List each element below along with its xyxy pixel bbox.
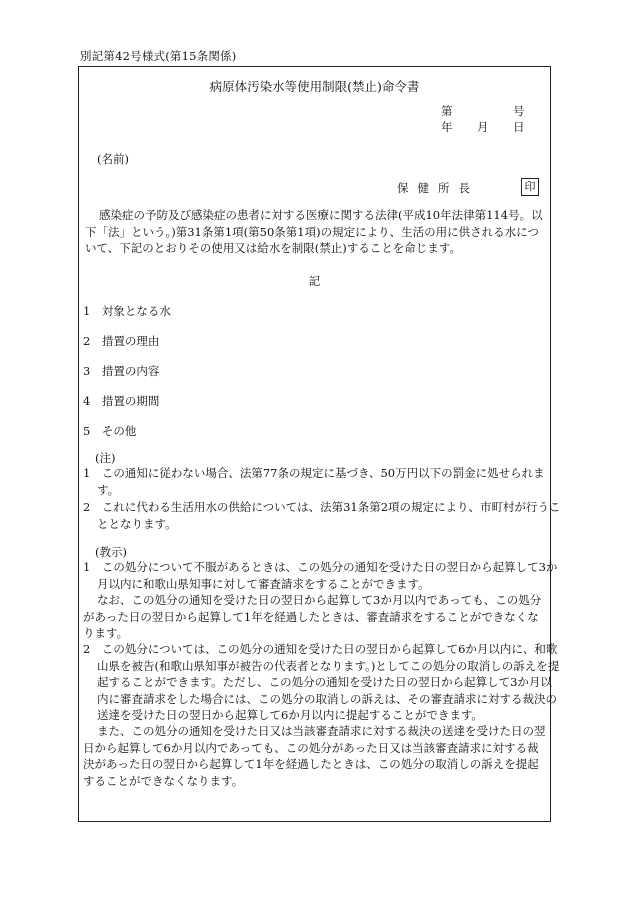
- note-1: 1 この通知に従わない場合、法第77条の規定に基づき、50万円以下の罰金に処せられます。: [83, 466, 545, 497]
- item-content: 3 措置の内容: [83, 364, 160, 378]
- item-other: 5 その他: [83, 424, 137, 438]
- item-target-water: 1 対象となる水: [83, 304, 171, 318]
- document-frame: [78, 66, 561, 822]
- ki-heading: 記: [308, 274, 321, 288]
- instruction-2: 2 この処分については、この処分の通知を受けた日の翌日から起算して6か月以内に、和歌山県を被告(和歌山県知事が被告の代表者となります。)としてこの処分の取消しの訴えを提起することができます。ただし、この処分の通知を受けた日の翌日から起算して3か月以内に審査請求をした場合には、この処分の取消しの訴えは、その審査請求に対する裁決の送達を受けた日の翌日から起算して6か月以内に提起することができます。: [83, 642, 560, 722]
- notes-heading: (注): [95, 451, 116, 465]
- number-prefix: 第: [441, 104, 453, 118]
- instruction-1: 1 この処分について不服があるときは、この処分の通知を受けた日の翌日から起算して3か月以内に和歌山県知事に対して審査請求をすることができます。: [83, 560, 558, 591]
- note-2: 2 これに代わる生活用水の供給については、法第31条第2項の規定により、市町村が行うこととなります。: [83, 500, 561, 531]
- instruction-2-note: また、この処分の通知を受けた日又は当該審査請求に対する裁決の送達を受けた日の翌日から起算して6か月以内であっても、この処分があった日又は当該審査請求に対する裁決があった日の翌日から起算して1年を経過したときは、この処分の取消しの訴えを提起することができなくなります。: [83, 724, 546, 788]
- item-period: 4 措置の期間: [83, 394, 160, 408]
- issuer-title: 保健所長: [397, 181, 479, 195]
- form-label: 別記第42号様式(第15条関係): [80, 49, 237, 63]
- seal-box: 印: [521, 178, 539, 196]
- recipient-label: (名前): [97, 152, 129, 166]
- instruction-1-note: なお、この処分の通知を受けた日の翌日から起算して3か月以内であっても、この処分があった日の翌日から起算して1年を経過したときは、審査請求をすることができなくなります。: [83, 593, 542, 640]
- instruction-heading: (教示): [95, 545, 127, 559]
- date-day: 日: [513, 120, 525, 134]
- date-year: 年: [441, 120, 453, 134]
- document-title: 病原体汚染水等使用制限(禁止)命令書: [209, 79, 420, 94]
- item-reason: 2 措置の理由: [83, 334, 160, 348]
- number-suffix: 号: [513, 104, 525, 118]
- date-month: 月: [477, 120, 489, 134]
- preamble-text: 感染症の予防及び感染症の患者に対する医療に関する法律(平成10年法律第114号。以下「法」という。)第31条第1項(第50条第1項)の規定により、生活の用に供される水について、下記のとおりその使用又は給水を制限(禁止)することを命じます。: [85, 208, 543, 255]
